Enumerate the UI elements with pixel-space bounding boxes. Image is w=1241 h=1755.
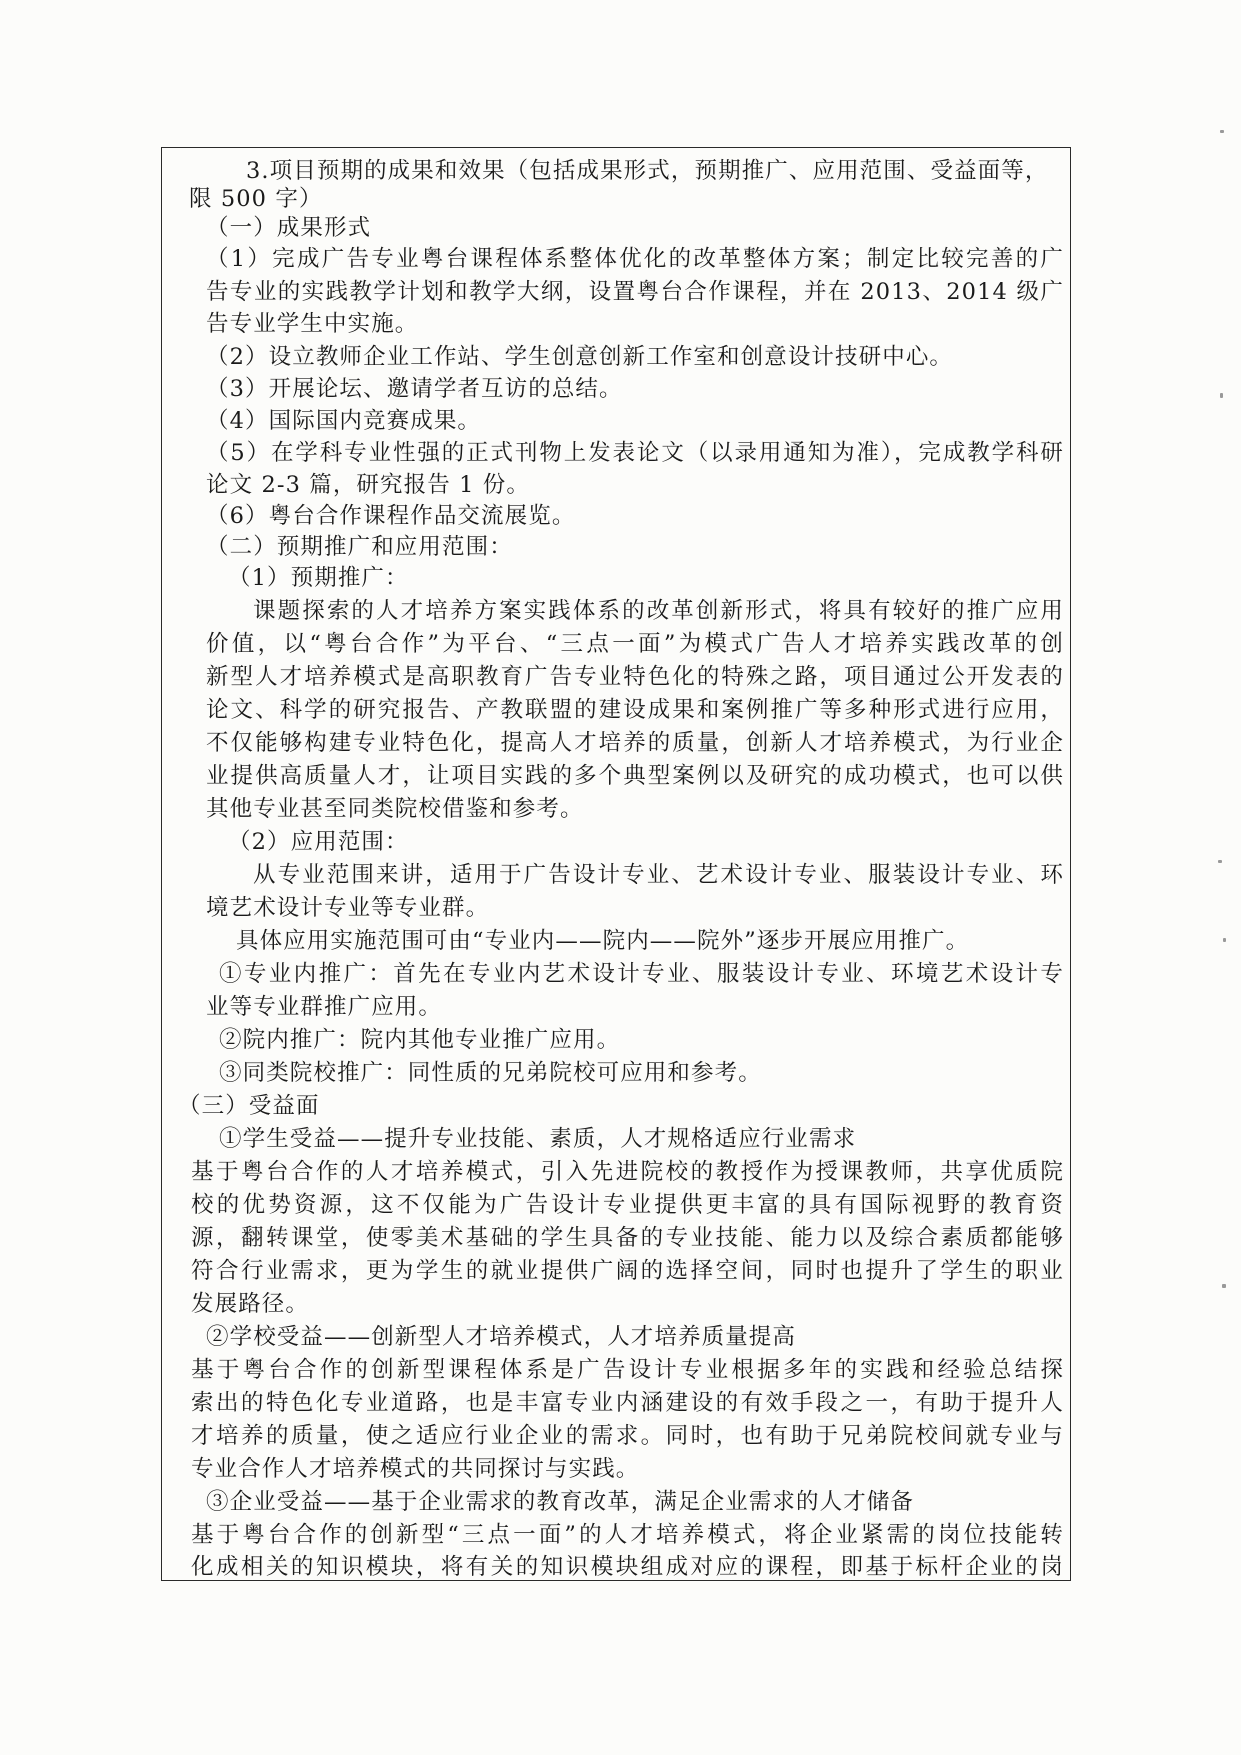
text-line: 基于粤台合作的创新型课程体系是广告设计专业根据多年的实践和经验总结探 bbox=[191, 1357, 1064, 1383]
subheading-promotion: （二）预期推广和应用范围： bbox=[206, 534, 513, 560]
scan-speck bbox=[1218, 860, 1222, 863]
section-heading: 3.项目预期的成果和效果（包括成果形式，预期推广、应用范围、受益面等， bbox=[246, 158, 1049, 184]
text-line: 具体应用实施范围可由“专业内——院内——院外”逐步开展应用推广。 bbox=[236, 928, 970, 954]
text-line: 告专业的实践教学计划和教学大纲，设置粤台合作课程，并在 2013、2014 级广 bbox=[206, 279, 1064, 305]
text-line: ①学生受益——提升专业技能、素质，人才规格适应行业需求 bbox=[219, 1126, 857, 1152]
text-line: 校的优势资源，这不仅能为广告设计专业提供更丰富的具有国际视野的教育资 bbox=[191, 1192, 1064, 1218]
text-line: 不仅能够构建专业特色化，提高人才培养的质量，创新人才培养模式，为行业企 bbox=[206, 730, 1064, 756]
text-line: 符合行业需求，更为学生的就业提供广阔的选择空间，同时也提升了学生的职业 bbox=[191, 1258, 1064, 1284]
text-line: 化成相关的知识模块，将有关的知识模块组成对应的课程，即基于标杆企业的岗 bbox=[191, 1554, 1064, 1580]
section-heading-cont: 限 500 字） bbox=[189, 186, 323, 212]
text-line: 基于粤台合作的创新型“三点一面”的人才培养模式，将企业紧需的岗位技能转 bbox=[191, 1522, 1064, 1548]
text-line: 索出的特色化专业道路，也是丰富专业内涵建设的有效手段之一，有助于提升人 bbox=[191, 1390, 1064, 1416]
text-line: 新型人才培养模式是高职教育广告专业特色化的特殊之路，项目通过公开发表的 bbox=[206, 664, 1064, 690]
text-line: 价值，以“粤台合作”为平台、“三点一面”为模式广告人才培养实践改革的创 bbox=[206, 631, 1064, 657]
text-line: ①专业内推广：首先在专业内艺术设计专业、服装设计专业、环境艺术设计专 bbox=[219, 961, 1064, 987]
subheading-application-scope: （2）应用范围： bbox=[228, 829, 409, 855]
subheading-outcome-forms: （一）成果形式 bbox=[206, 215, 372, 241]
text-line: （5）在学科专业性强的正式刊物上发表论文（以录用通知为准），完成教学科研 bbox=[206, 440, 1064, 466]
text-line: ②学校受益——创新型人才培养模式，人才培养质量提高 bbox=[206, 1324, 797, 1350]
text-line: 源，翻转课堂，使零美术基础的学生具备的专业技能、能力以及综合素质都能够 bbox=[191, 1225, 1064, 1251]
text-line: 课题探索的人才培养方案实践体系的改革创新形式，将具有较好的推广应用 bbox=[253, 598, 1064, 624]
scan-speck bbox=[1220, 130, 1224, 133]
text-line: 基于粤台合作的人才培养模式，引入先进院校的教授作为授课教师，共享优质院 bbox=[191, 1159, 1064, 1185]
scan-speck bbox=[1223, 938, 1226, 942]
text-line: 从专业范围来讲，适用于广告设计专业、艺术设计专业、服装设计专业、环 bbox=[253, 862, 1064, 888]
scan-speck bbox=[1222, 1284, 1226, 1288]
text-line: ②院内推广：院内其他专业推广应用。 bbox=[219, 1027, 621, 1053]
text-line: ③企业受益——基于企业需求的教育改革，满足企业需求的人才储备 bbox=[206, 1489, 915, 1515]
subheading-beneficiaries: （三）受益面 bbox=[178, 1093, 320, 1119]
text-line: （2）设立教师企业工作站、学生创意创新工作室和创意设计技研中心。 bbox=[206, 344, 954, 370]
text-line: 专业合作人才培养模式的共同探讨与实践。 bbox=[191, 1456, 640, 1482]
text-line: （3）开展论坛、邀请学者互访的总结。 bbox=[206, 376, 623, 402]
scan-speck bbox=[1220, 393, 1223, 398]
text-line: （4）国际国内竞赛成果。 bbox=[206, 408, 482, 434]
text-line: （6）粤台合作课程作品交流展览。 bbox=[206, 503, 576, 529]
text-line: 业提供高质量人才，让项目实践的多个典型案例以及研究的成功模式，也可以供 bbox=[206, 763, 1064, 789]
text-line: 业等专业群推广应用。 bbox=[206, 994, 443, 1020]
text-line: 境艺术设计专业等专业群。 bbox=[206, 895, 490, 921]
text-line: ③同类院校推广：同性质的兄弟院校可应用和参考。 bbox=[219, 1060, 762, 1086]
text-line: 其他专业甚至同类院校借鉴和参考。 bbox=[206, 796, 584, 822]
text-line: （1）完成广告专业粤台课程体系整体优化的改革整体方案；制定比较完善的广 bbox=[206, 246, 1064, 272]
text-line: 才培养的质量，使之适应行业企业的需求。同时，也有助于兄弟院校间就专业与 bbox=[191, 1423, 1064, 1449]
text-line: 发展路径。 bbox=[191, 1291, 310, 1317]
text-line: 论文 2-3 篇，研究报告 1 份。 bbox=[206, 472, 530, 498]
text-line: 论文、科学的研究报告、产教联盟的建设成果和案例推广等多种形式进行应用， bbox=[206, 697, 1064, 723]
subheading-expected-promotion: （1）预期推广： bbox=[228, 565, 409, 591]
text-line: 告专业学生中实施。 bbox=[206, 311, 419, 337]
